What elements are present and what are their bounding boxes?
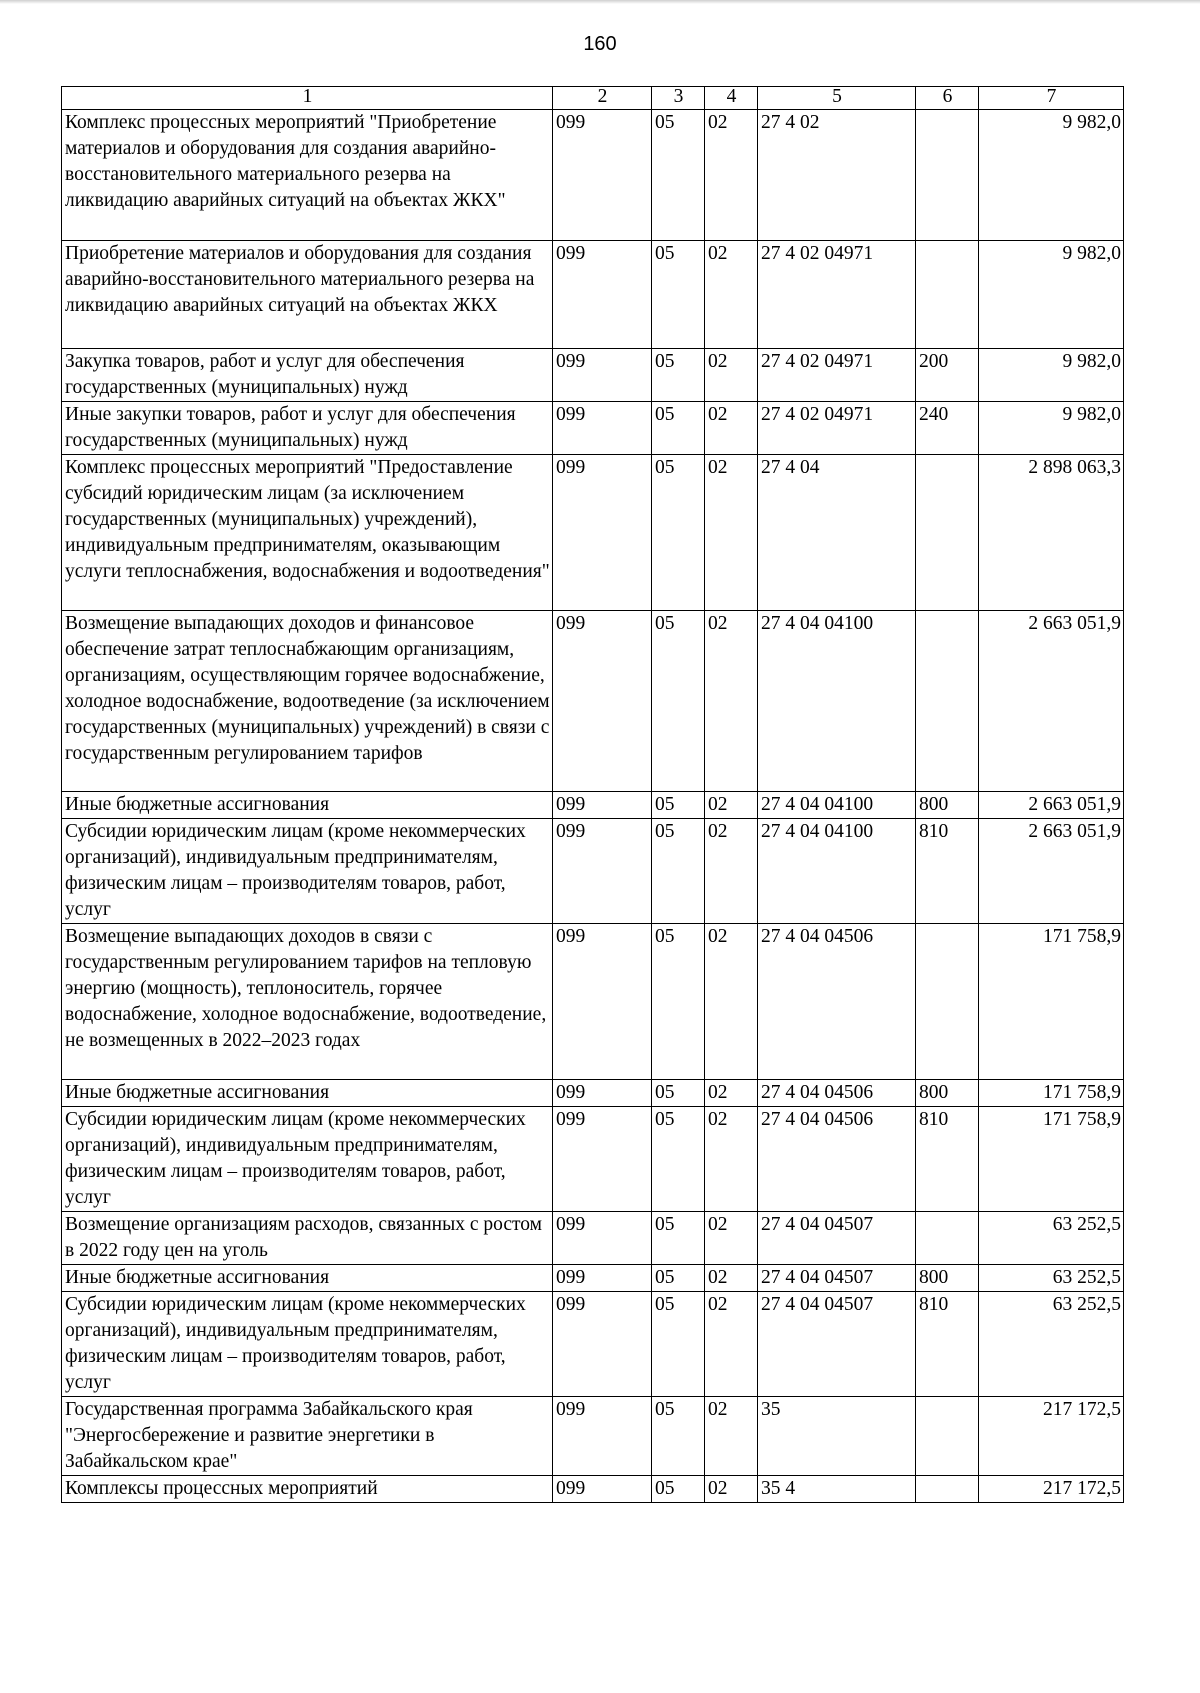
admin-code-cell: 099: [553, 1107, 652, 1212]
admin-code-cell: 099: [553, 1476, 652, 1503]
target-article-cell: 27 4 02 04971: [758, 402, 916, 455]
expense-type-cell: 200: [916, 349, 979, 402]
section-cell: 05: [652, 1107, 705, 1212]
subsection-cell: 02: [705, 110, 758, 241]
table-row: [62, 819, 1124, 924]
scan-edge: [0, 0, 1200, 4]
amount-cell: 63 252,5: [979, 1265, 1124, 1292]
expense-type-cell: [916, 110, 979, 241]
admin-code-cell: 099: [553, 1292, 652, 1397]
admin-code-cell: 099: [553, 110, 652, 241]
section-cell: 05: [652, 1212, 705, 1265]
table-row: [62, 1212, 1124, 1265]
column-header: 4: [705, 87, 758, 110]
budget-table: [61, 86, 1124, 1503]
expense-type-cell: [916, 611, 979, 792]
row-name-cell: Приобретение материалов и оборудования для создания аварийно-восстановительного материального резерва на ликвидацию аварийных ситуаций на объектах ЖКХ: [62, 241, 553, 349]
subsection-cell: 02: [705, 924, 758, 1080]
target-article-cell: 27 4 02 04971: [758, 241, 916, 349]
section-cell: 05: [652, 924, 705, 1080]
row-name-cell: Государственная программа Забайкальского края "Энергосбережение и развитие энергетики в Забайкальском крае": [62, 1397, 553, 1476]
row-name-cell: Субсидии юридическим лицам (кроме некоммерческих организаций), индивидуальным предпринимателям, физическим лицам – производителям товаров, работ, услуг: [62, 1107, 553, 1212]
table-row: [62, 611, 1124, 792]
header-row: [62, 87, 1124, 110]
table-row: [62, 1292, 1124, 1397]
amount-cell: 9 982,0: [979, 110, 1124, 241]
section-cell: 05: [652, 455, 705, 611]
amount-cell: 9 982,0: [979, 402, 1124, 455]
table-row: [62, 924, 1124, 1080]
section-cell: 05: [652, 1476, 705, 1503]
target-article-cell: 27 4 04 04100: [758, 611, 916, 792]
table-row: [62, 792, 1124, 819]
subsection-cell: 02: [705, 819, 758, 924]
expense-type-cell: [916, 455, 979, 611]
admin-code-cell: 099: [553, 792, 652, 819]
admin-code-cell: 099: [553, 1212, 652, 1265]
column-header: 5: [758, 87, 916, 110]
admin-code-cell: 099: [553, 1080, 652, 1107]
target-article-cell: 27 4 04 04506: [758, 1080, 916, 1107]
target-article-cell: 27 4 04 04100: [758, 819, 916, 924]
amount-cell: 9 982,0: [979, 241, 1124, 349]
row-name-cell: Иные бюджетные ассигнования: [62, 792, 553, 819]
admin-code-cell: 099: [553, 455, 652, 611]
table-row: [62, 110, 1124, 241]
amount-cell: 9 982,0: [979, 349, 1124, 402]
column-header: 2: [553, 87, 652, 110]
row-name-cell: Комплексы процессных мероприятий: [62, 1476, 553, 1503]
target-article-cell: 27 4 04: [758, 455, 916, 611]
expense-type-cell: 800: [916, 1080, 979, 1107]
section-cell: 05: [652, 611, 705, 792]
column-header: 3: [652, 87, 705, 110]
section-cell: 05: [652, 819, 705, 924]
table-row: [62, 1080, 1124, 1107]
table-row: [62, 1397, 1124, 1476]
target-article-cell: 35: [758, 1397, 916, 1476]
amount-cell: 217 172,5: [979, 1397, 1124, 1476]
target-article-cell: 27 4 02 04971: [758, 349, 916, 402]
admin-code-cell: 099: [553, 924, 652, 1080]
section-cell: 05: [652, 110, 705, 241]
table-row: [62, 455, 1124, 611]
section-cell: 05: [652, 1292, 705, 1397]
target-article-cell: 27 4 04 04507: [758, 1265, 916, 1292]
row-name-cell: Комплекс процессных мероприятий "Приобретение материалов и оборудования для создания аварийно-восстановительного материального резерва на ликвидацию аварийных ситуаций на объектах ЖКХ": [62, 110, 553, 241]
admin-code-cell: 099: [553, 1397, 652, 1476]
subsection-cell: 02: [705, 611, 758, 792]
subsection-cell: 02: [705, 1476, 758, 1503]
row-name-cell: Закупка товаров, работ и услуг для обеспечения государственных (муниципальных) нужд: [62, 349, 553, 402]
subsection-cell: 02: [705, 241, 758, 349]
target-article-cell: 27 4 02: [758, 110, 916, 241]
table-row: [62, 1107, 1124, 1212]
section-cell: 05: [652, 792, 705, 819]
expense-type-cell: 240: [916, 402, 979, 455]
expense-type-cell: 800: [916, 792, 979, 819]
row-name-cell: Субсидии юридическим лицам (кроме некоммерческих организаций), индивидуальным предпринимателям, физическим лицам – производителям товаров, работ, услуг: [62, 819, 553, 924]
target-article-cell: 27 4 04 04506: [758, 924, 916, 1080]
subsection-cell: 02: [705, 792, 758, 819]
table-row: [62, 1265, 1124, 1292]
amount-cell: 171 758,9: [979, 1080, 1124, 1107]
row-name-cell: Субсидии юридическим лицам (кроме некоммерческих организаций), индивидуальным предпринимателям, физическим лицам – производителям товаров, работ, услуг: [62, 1292, 553, 1397]
admin-code-cell: 099: [553, 402, 652, 455]
subsection-cell: 02: [705, 402, 758, 455]
amount-cell: 2 898 063,3: [979, 455, 1124, 611]
row-name-cell: Возмещение выпадающих доходов и финансовое обеспечение затрат теплоснабжающим организациям, организациям, осуществляющим горячее водоснабжение, холодное водоснабжение, водоотведение (за исключением государственных (муниципальных) учреждений) в связи с государственным регулированием тарифов: [62, 611, 553, 792]
page-number: 160: [583, 33, 617, 55]
admin-code-cell: 099: [553, 1265, 652, 1292]
section-cell: 05: [652, 402, 705, 455]
expense-type-cell: 810: [916, 1107, 979, 1212]
subsection-cell: 02: [705, 1397, 758, 1476]
subsection-cell: 02: [705, 455, 758, 611]
expense-type-cell: [916, 924, 979, 1080]
amount-cell: 2 663 051,9: [979, 792, 1124, 819]
admin-code-cell: 099: [553, 349, 652, 402]
section-cell: 05: [652, 1080, 705, 1107]
row-name-cell: Возмещение выпадающих доходов в связи с государственным регулированием тарифов на тепловую энергию (мощность), теплоноситель, горячее водоснабжение, холодное водоснабжение, водоотведение, не возмещенных в 2022–2023 годах: [62, 924, 553, 1080]
amount-cell: 171 758,9: [979, 1107, 1124, 1212]
amount-cell: 63 252,5: [979, 1212, 1124, 1265]
subsection-cell: 02: [705, 1292, 758, 1397]
section-cell: 05: [652, 241, 705, 349]
amount-cell: 63 252,5: [979, 1292, 1124, 1397]
admin-code-cell: 099: [553, 819, 652, 924]
target-article-cell: 27 4 04 04100: [758, 792, 916, 819]
expense-type-cell: 800: [916, 1265, 979, 1292]
expense-type-cell: [916, 241, 979, 349]
table-row: [62, 402, 1124, 455]
amount-cell: 2 663 051,9: [979, 611, 1124, 792]
column-header: 7: [979, 87, 1124, 110]
amount-cell: 217 172,5: [979, 1476, 1124, 1503]
admin-code-cell: 099: [553, 241, 652, 349]
target-article-cell: 35 4: [758, 1476, 916, 1503]
column-header: 1: [62, 87, 553, 110]
admin-code-cell: 099: [553, 611, 652, 792]
row-name-cell: Комплекс процессных мероприятий "Предоставление субсидий юридическим лицам (за исключением государственных (муниципальных) учреждений), индивидуальным предпринимателям, оказывающим услуги теплоснабжения, водоснабжения и водоотведения": [62, 455, 553, 611]
row-name-cell: Иные бюджетные ассигнования: [62, 1080, 553, 1107]
table-row: [62, 241, 1124, 349]
target-article-cell: 27 4 04 04507: [758, 1292, 916, 1397]
subsection-cell: 02: [705, 1107, 758, 1212]
row-name-cell: Иные закупки товаров, работ и услуг для обеспечения государственных (муниципальных) нужд: [62, 402, 553, 455]
section-cell: 05: [652, 1397, 705, 1476]
subsection-cell: 02: [705, 1080, 758, 1107]
subsection-cell: 02: [705, 1265, 758, 1292]
subsection-cell: 02: [705, 349, 758, 402]
expense-type-cell: 810: [916, 819, 979, 924]
table-row: [62, 349, 1124, 402]
section-cell: 05: [652, 1265, 705, 1292]
expense-type-cell: 810: [916, 1292, 979, 1397]
row-name-cell: Возмещение организациям расходов, связанных с ростом в 2022 году цен на уголь: [62, 1212, 553, 1265]
subsection-cell: 02: [705, 1212, 758, 1265]
amount-cell: 171 758,9: [979, 924, 1124, 1080]
column-header: 6: [916, 87, 979, 110]
row-name-cell: Иные бюджетные ассигнования: [62, 1265, 553, 1292]
expense-type-cell: [916, 1397, 979, 1476]
target-article-cell: 27 4 04 04506: [758, 1107, 916, 1212]
amount-cell: 2 663 051,9: [979, 819, 1124, 924]
section-cell: 05: [652, 349, 705, 402]
target-article-cell: 27 4 04 04507: [758, 1212, 916, 1265]
expense-type-cell: [916, 1476, 979, 1503]
expense-type-cell: [916, 1212, 979, 1265]
table-row: [62, 1476, 1124, 1503]
